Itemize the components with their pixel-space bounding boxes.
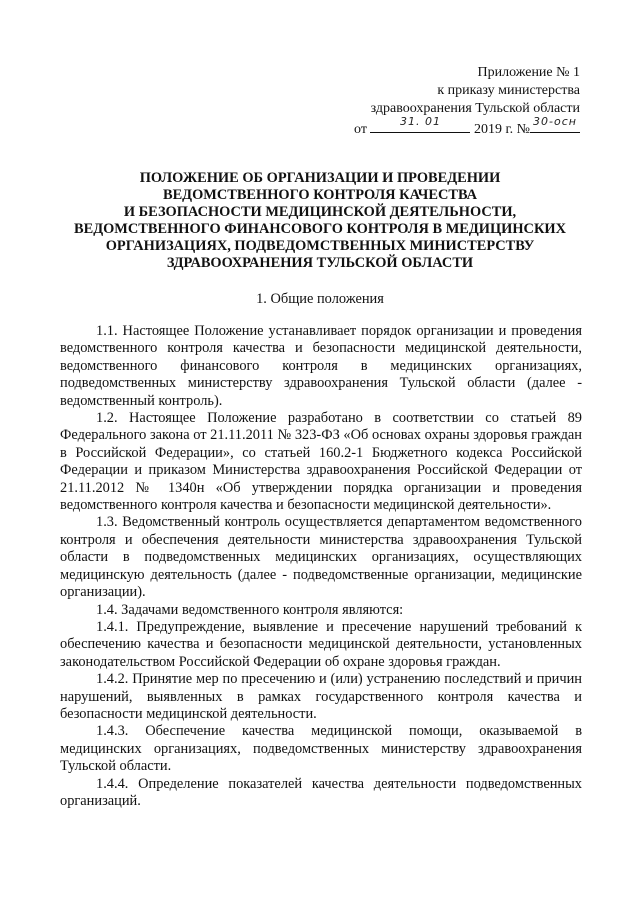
year-text: 2019 г. №	[473, 122, 530, 137]
document-body	[60, 323, 582, 810]
section-heading: 1. Общие положения	[256, 291, 384, 307]
appendix-number: Приложение № 1	[477, 65, 580, 80]
document-title	[60, 170, 580, 272]
handwritten-date: 31. 01	[399, 115, 441, 128]
date-prefix: от	[354, 122, 367, 137]
title-line: ЗДРАВООХРАНЕНИЯ ТУЛЬСКОЙ ОБЛАСТИ	[166, 255, 474, 271]
title-line: ПОЛОЖЕНИЕ ОБ ОРГАНИЗАЦИИ И ПРОВЕДЕНИИ	[139, 170, 501, 186]
paragraph-1-4-1: 1.4.1. Предупреждение, выявление и пресечение нарушений требований к обеспечению качества и безопасности медицинской деятельности, установленных законодательством Российской Федерации об охране здоровья граждан.	[60, 618, 582, 670]
title-line: ВЕДОМСТВЕННОГО ФИНАНСОВОГО КОНТРОЛЯ В МЕДИЦИНСКИХ	[74, 221, 566, 237]
handwritten-number: 30-осн	[533, 115, 577, 128]
appendix-date-line	[340, 115, 580, 139]
number-blank	[530, 115, 580, 133]
title-line: ОРГАНИЗАЦИЯХ, ПОДВЕДОМСТВЕННЫХ МИНИСТЕРСТВУ	[105, 238, 535, 254]
appendix-ministry: здравоохранения Тульской области	[370, 101, 580, 116]
appendix-order-reference: к приказу министерства	[437, 83, 580, 98]
paragraph-1-4-4: 1.4.4. Определение показателей качества деятельности подведомственных организаций.	[60, 775, 582, 809]
paragraph-1-3: 1.3. Ведомственный контроль осуществляется департаментом ведомственного контроля и обеспечения деятельности министерства здравоохранения Тульской области в подведомственных медицинских организациях, осуществляющих медицинскую деятельность (далее - подведомственные организации, медицинские организации).	[60, 514, 582, 601]
paragraph-1-4-3: 1.4.3. Обеспечение качества медицинской помощи, оказываемой в медицинских организациях, подведомственных министерству здравоохранения Тульской области.	[60, 723, 582, 775]
title-line: ВЕДОМСТВЕННОГО КОНТРОЛЯ КАЧЕСТВА	[162, 187, 478, 203]
paragraph-1-4: 1.4. Задачами ведомственного контроля являются:	[96, 601, 404, 618]
date-blank	[370, 115, 470, 133]
paragraph-1-1: 1.1. Настоящее Положение устанавливает порядок организации и проведения ведомственного контроля качества и безопасности медицинской деятельности, ведомственного финансового контроля в медицинских организациях, подведомственных министерству здравоохранения Тульской области (далее - ведомственный контроль).	[60, 323, 582, 409]
paragraph-1-4-2: 1.4.2. Принятие мер по пресечению и (или) устранению последствий и причин нарушений, выявленных в рамках государственного контроля качества и безопасности медицинской деятельности.	[60, 671, 582, 722]
appendix-header	[340, 64, 580, 139]
paragraph-1-2: 1.2. Настоящее Положение разработано в соответствии со статьей 89 Федерального закона от 21.11.2011 № 323-ФЗ «Об основах охраны здоровья граждан в Российской Федерации», со статьей 160.2-1 Бюджетного кодекса Российской Федерации и приказом Министерства здравоохранения Российской Федерации от 21.11.2012 № 1340н «Об утверждении порядка организации и проведения ведомственного контроля качества и безопасности медицинской деятельности».	[60, 410, 582, 514]
title-line: И БЕЗОПАСНОСТИ МЕДИЦИНСКОЙ ДЕЯТЕЛЬНОСТИ,	[123, 204, 517, 220]
